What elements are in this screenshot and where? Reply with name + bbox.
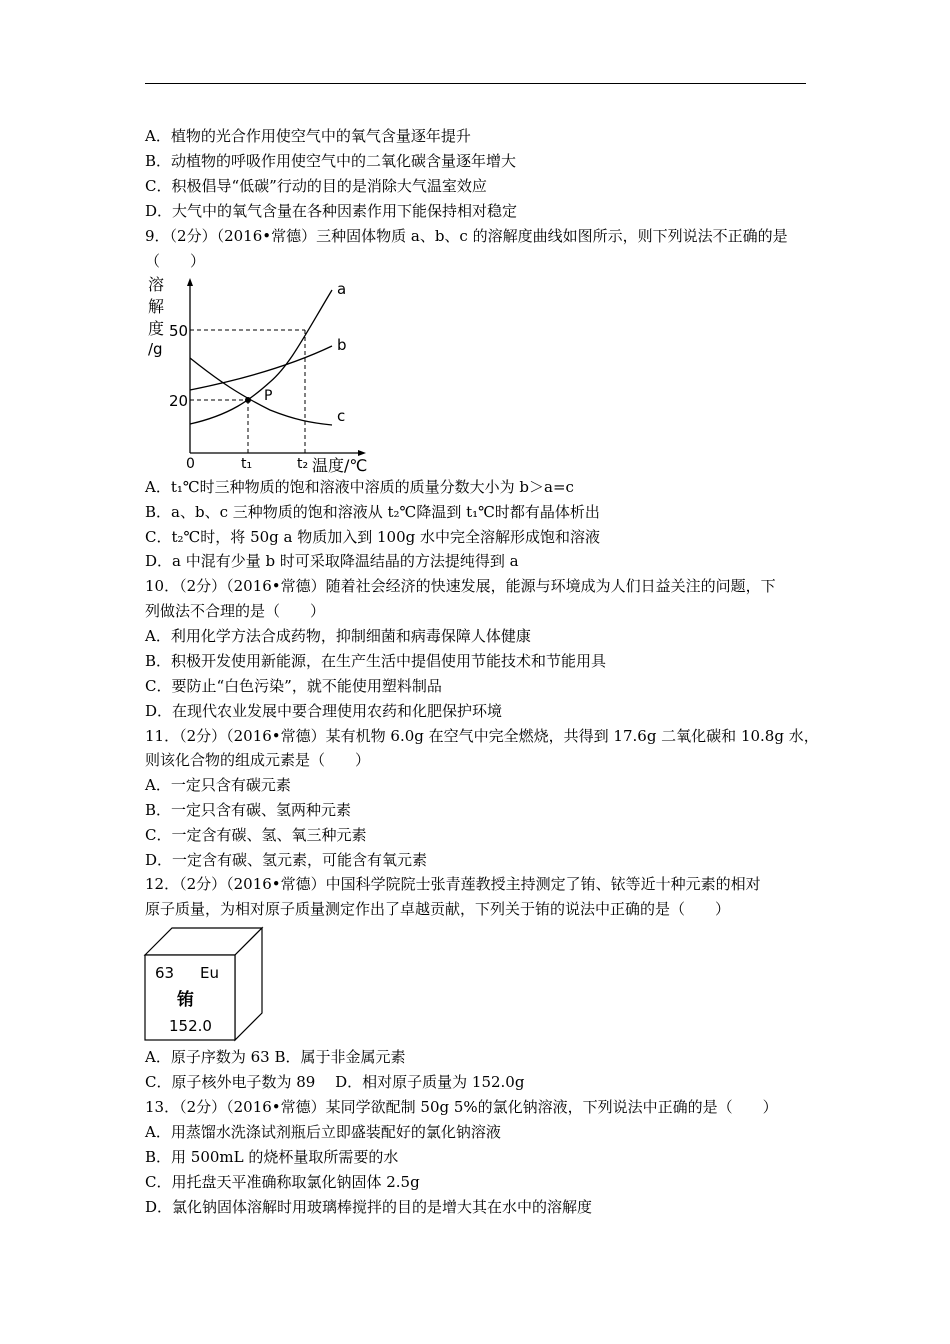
element-number: 63 xyxy=(155,964,175,982)
xlabel: 温度/℃ xyxy=(312,456,368,475)
ylabel-char-1: 溶 xyxy=(148,275,165,294)
q10-stem: 10．（2分）（2016•常德）随着社会经济的快速发展，能源与环境成为人们日益关注的问题，下 xyxy=(145,577,776,595)
point-p xyxy=(245,397,251,403)
ylabel-char-2: 解 xyxy=(148,297,165,316)
series-label-b: b xyxy=(337,336,347,354)
q11-stem-cont: 则该化合物的组成元素是（ ） xyxy=(145,751,371,769)
q13-option-b: B．用 500mL 的烧杯量取所需要的水 xyxy=(145,1148,399,1166)
q10-stem-cont: 列做法不合理的是（ ） xyxy=(145,602,326,620)
ytick-50: 50 xyxy=(169,322,189,340)
q11-option-c: C．一定含有碳、氢、氧三种元素 xyxy=(145,826,367,844)
solubility-chart xyxy=(140,270,380,475)
series-label-c: c xyxy=(337,407,346,425)
q12-stem: 12．（2分）（2016•常德）中国科学院院士张青莲教授主持测定了铕、铱等近十种元素的相对 xyxy=(145,875,761,893)
curve-b xyxy=(190,346,332,390)
q13-option-a: A．用蒸馏水洗涤试剂瓶后立即盛装配好的氯化钠溶液 xyxy=(145,1123,501,1141)
q10-option-c: C．要防止“白色污染”，就不能使用塑料制品 xyxy=(145,677,442,695)
q9-option-a: A．t₁℃时三种物质的饱和溶液中溶质的质量分数大小为 b＞a=c xyxy=(145,478,574,496)
ylabel-char-3: 度 xyxy=(148,319,165,338)
y-axis-arrow xyxy=(187,278,193,286)
q11-stem: 11．（2分）（2016•常德）某有机物 6.0g 在空气中完全燃烧，共得到 17.6g 二氧化碳和 10.8g 水， xyxy=(145,727,819,745)
element-mass: 152.0 xyxy=(169,1017,212,1035)
q9-stem-paren: （ ） xyxy=(145,252,206,270)
q9-option-b: B．a、b、c 三种物质的饱和溶液从 t₂℃降温到 t₁℃时都有晶体析出 xyxy=(145,503,600,521)
q12-options-cd: C．原子核外电子数为 89 D．相对原子质量为 152.0g xyxy=(145,1073,525,1091)
q13-option-c: C．用托盘天平准确称取氯化钠固体 2.5g xyxy=(145,1173,420,1191)
ytick-20: 20 xyxy=(169,392,189,410)
q11-option-b: B．一定只含有碳、氢两种元素 xyxy=(145,801,352,819)
curve-a xyxy=(190,290,332,424)
xtick-t2: t₂ xyxy=(297,456,309,472)
q12-stem-cont: 原子质量，为相对原子质量测定作出了卓越贡献，下列关于铕的说法中正确的是（ ） xyxy=(145,900,731,918)
ylabel-unit: /g xyxy=(148,340,163,358)
q9-stem: 9．（2分）（2016•常德）三种固体物质 a、b、c 的溶解度曲线如图所示，则下列说法不正确的是 xyxy=(145,227,788,245)
q9-option-c: C．t₂℃时，将 50g a 物质加入到 100g 水中完全溶解形成饱和溶液 xyxy=(145,528,601,546)
q11-option-a: A．一定只含有碳元素 xyxy=(145,776,291,794)
element-symbol: Eu xyxy=(200,964,219,982)
q12-options-ab: A．原子序数为 63 B．属于非金属元素 xyxy=(145,1048,406,1066)
q9-option-d: D．a 中混有少量 b 时可采取降温结晶的方法提纯得到 a xyxy=(145,552,519,570)
q13-stem: 13．（2分）（2016•常德）某同学欲配制 50g 5%的氯化钠溶液，下列说法中正确的是（ ） xyxy=(145,1098,778,1116)
q8-option-d: D．大气中的氧气含量在各种因素作用下能保持相对稳定 xyxy=(145,202,518,220)
element-card-eu xyxy=(143,926,265,1044)
q8-option-b: B．动植物的呼吸作用使空气中的二氧化碳含量逐年增大 xyxy=(145,152,517,170)
header-rule xyxy=(145,83,806,84)
curve-c xyxy=(190,358,332,425)
xtick-0: 0 xyxy=(186,456,195,472)
q10-option-a: A．利用化学方法合成药物，抑制细菌和病毒保障人体健康 xyxy=(145,627,531,645)
xtick-t1: t₁ xyxy=(241,456,253,472)
q13-option-d: D．氯化钠固体溶解时用玻璃棒搅拌的目的是增大其在水中的溶解度 xyxy=(145,1198,593,1216)
series-label-a: a xyxy=(337,280,347,298)
q11-option-d: D．一定含有碳、氢元素，可能含有氧元素 xyxy=(145,851,428,869)
q8-option-c: C．积极倡导“低碳”行动的目的是消除大气温室效应 xyxy=(145,177,487,195)
element-name: 铕 xyxy=(177,990,194,1010)
q10-option-d: D．在现代农业发展中要合理使用农药和化肥保护环境 xyxy=(145,702,503,720)
q10-option-b: B．积极开发使用新能源，在生产生活中提倡使用节能技术和节能用具 xyxy=(145,652,607,670)
point-label-p: P xyxy=(264,388,273,404)
q8-option-a: A．植物的光合作用使空气中的氧气含量逐年提升 xyxy=(145,127,471,145)
